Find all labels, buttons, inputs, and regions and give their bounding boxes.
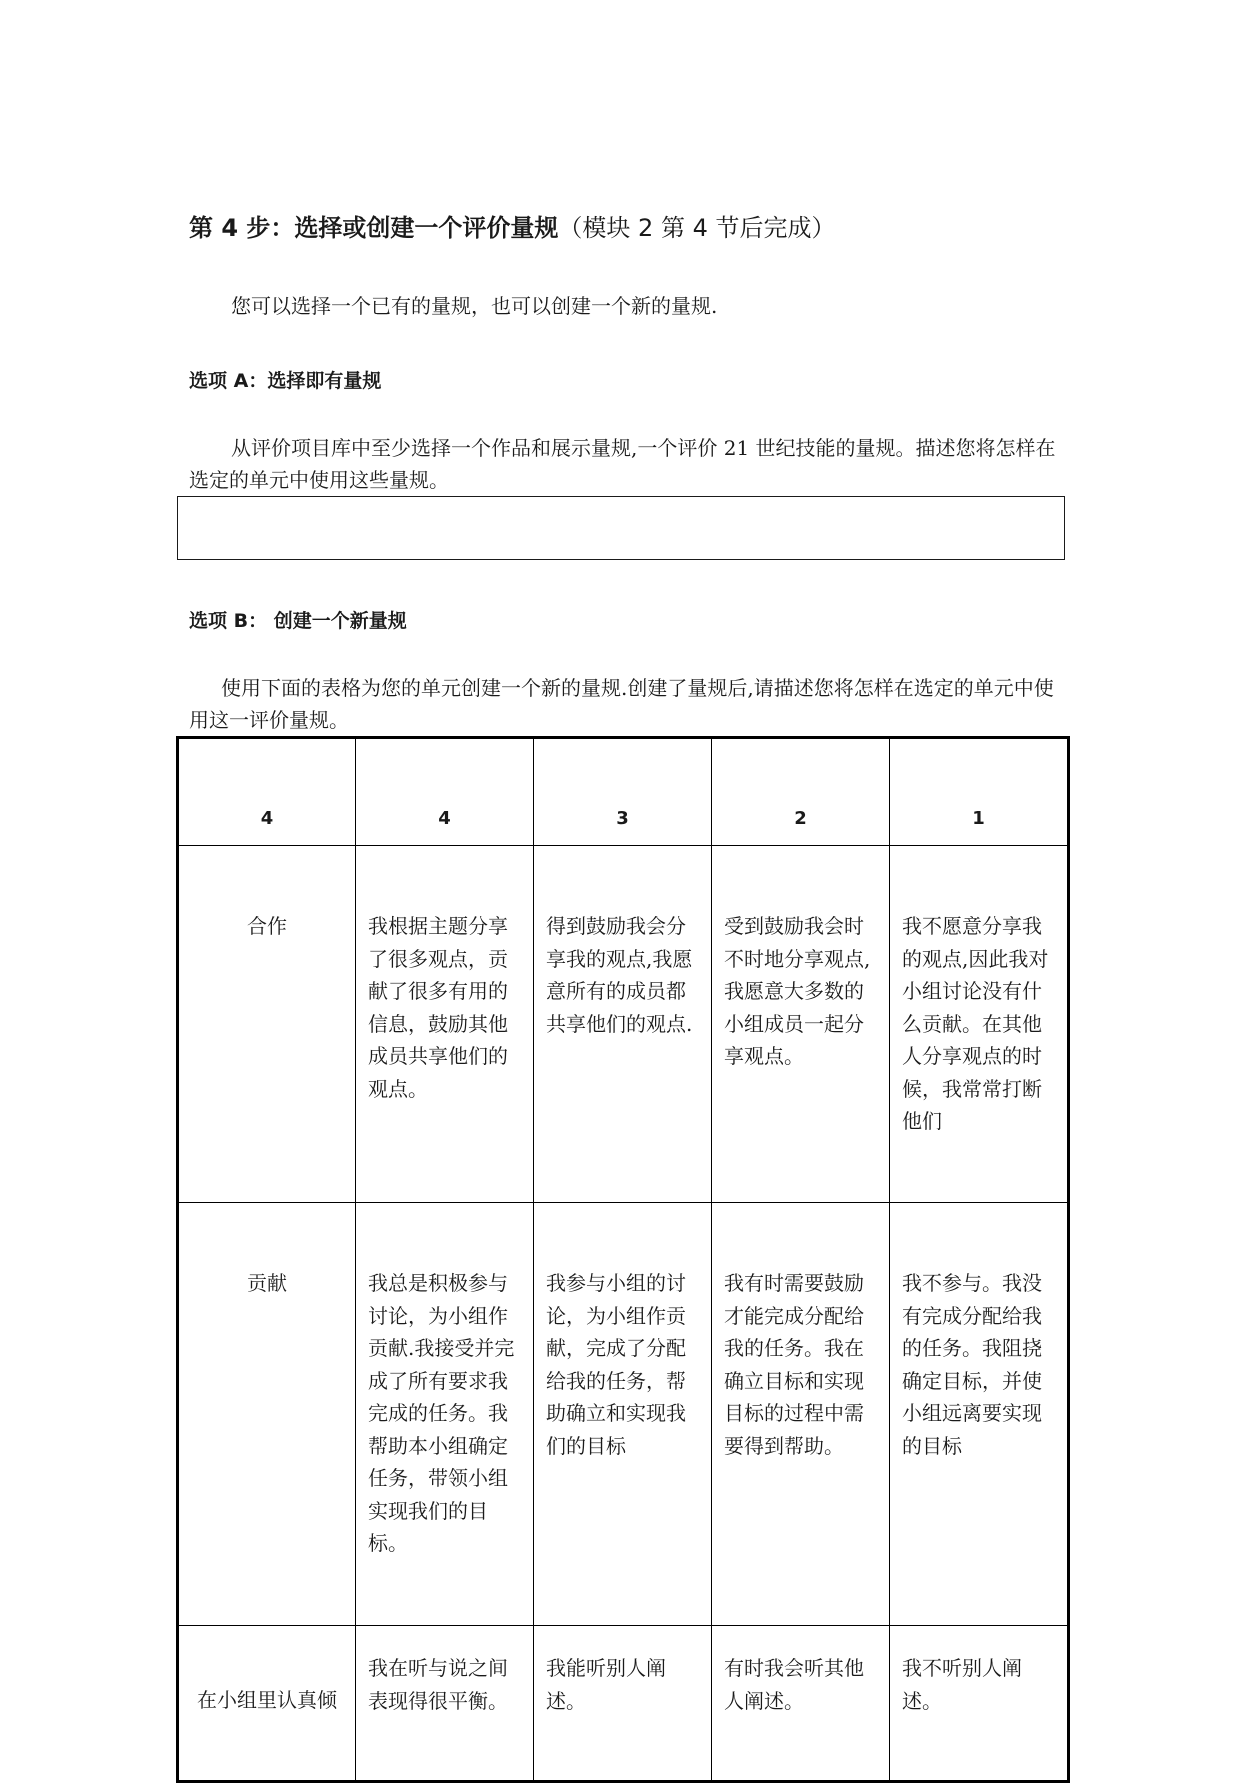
rubric-cell: 我参与小组的讨论，为小组作贡献，完成了分配给我的任务，帮助确立和实现我们的目标 [534,1203,712,1626]
option-b-description: 使用下面的表格为您的单元创建一个新的量规.创建了量规后,请描述您将怎样在选定的单元中使用这一评价量规。 [189,676,1054,732]
rubric-cell: 我不参与。我没有完成分配给我的任务。我阻挠确定目标，并使小组远离要实现的目标 [890,1203,1069,1626]
rubric-header-cell: 4 [178,738,356,846]
option-a-answer-box[interactable] [177,496,1065,560]
rubric-cell: 我不听别人阐述。 [890,1626,1069,1782]
option-a-title: 选项 A：选择即有量规 [189,370,382,392]
rubric-row-collaboration [178,846,1069,1203]
step-heading [189,208,835,243]
rubric-cell: 我总是积极参与讨论，为小组作贡献.我接受并完成了所有要求我完成的任务。我帮助本小组确定任务，带领小组实现我们的目标。 [356,1203,534,1626]
rubric-cell: 我不愿意分享我的观点,因此我对小组讨论没有什么贡献。在其他人分享观点的时候，我常常打断他们 [890,846,1069,1203]
rubric-row-label: 在小组里认真倾 [178,1626,356,1782]
rubric-cell: 我有时需要鼓励才能完成分配给我的任务。我在确立目标和实现目标的过程中需要得到帮助。 [712,1203,890,1626]
rubric-cell: 我根据主题分享了很多观点，贡献了很多有用的信息，鼓励其他成员共享他们的观点。 [356,846,534,1203]
rubric-cell: 得到鼓励我会分享我的观点,我愿意所有的成员都共享他们的观点. [534,846,712,1203]
rubric-header-row [178,738,1069,846]
rubric-header-cell: 1 [890,738,1069,846]
option-b-title: 选项 B： 创建一个新量规 [189,610,407,632]
rubric-cell: 受到鼓励我会时不时地分享观点,我愿意大多数的小组成员一起分享观点。 [712,846,890,1203]
step-heading-note: （模块 2 第 4 节后完成） [558,214,836,242]
rubric-header-cell: 4 [356,738,534,846]
rubric-cell: 我能听别人阐述。 [534,1626,712,1782]
step-heading-title: 第 4 步：选择或创建一个评价量规 [189,214,559,242]
rubric-cell: 我在听与说之间表现得很平衡。 [356,1626,534,1782]
rubric-row-listening [178,1626,1069,1782]
option-a-description: 从评价项目库中至少选择一个作品和展示量规,一个评价 21 世纪技能的量规。描述您将怎样在选定的单元中使用这些量规。 [189,436,1056,492]
rubric-table [176,736,1070,1783]
rubric-row-label: 合作 [178,846,356,1203]
rubric-cell: 有时我会听其他人阐述。 [712,1626,890,1782]
rubric-row-label: 贡献 [178,1203,356,1626]
rubric-header-cell: 2 [712,738,890,846]
rubric-row-contribution [178,1203,1069,1626]
intro-text: 您可以选择一个已有的量规，也可以创建一个新的量规. [231,294,718,318]
rubric-header-cell: 3 [534,738,712,846]
